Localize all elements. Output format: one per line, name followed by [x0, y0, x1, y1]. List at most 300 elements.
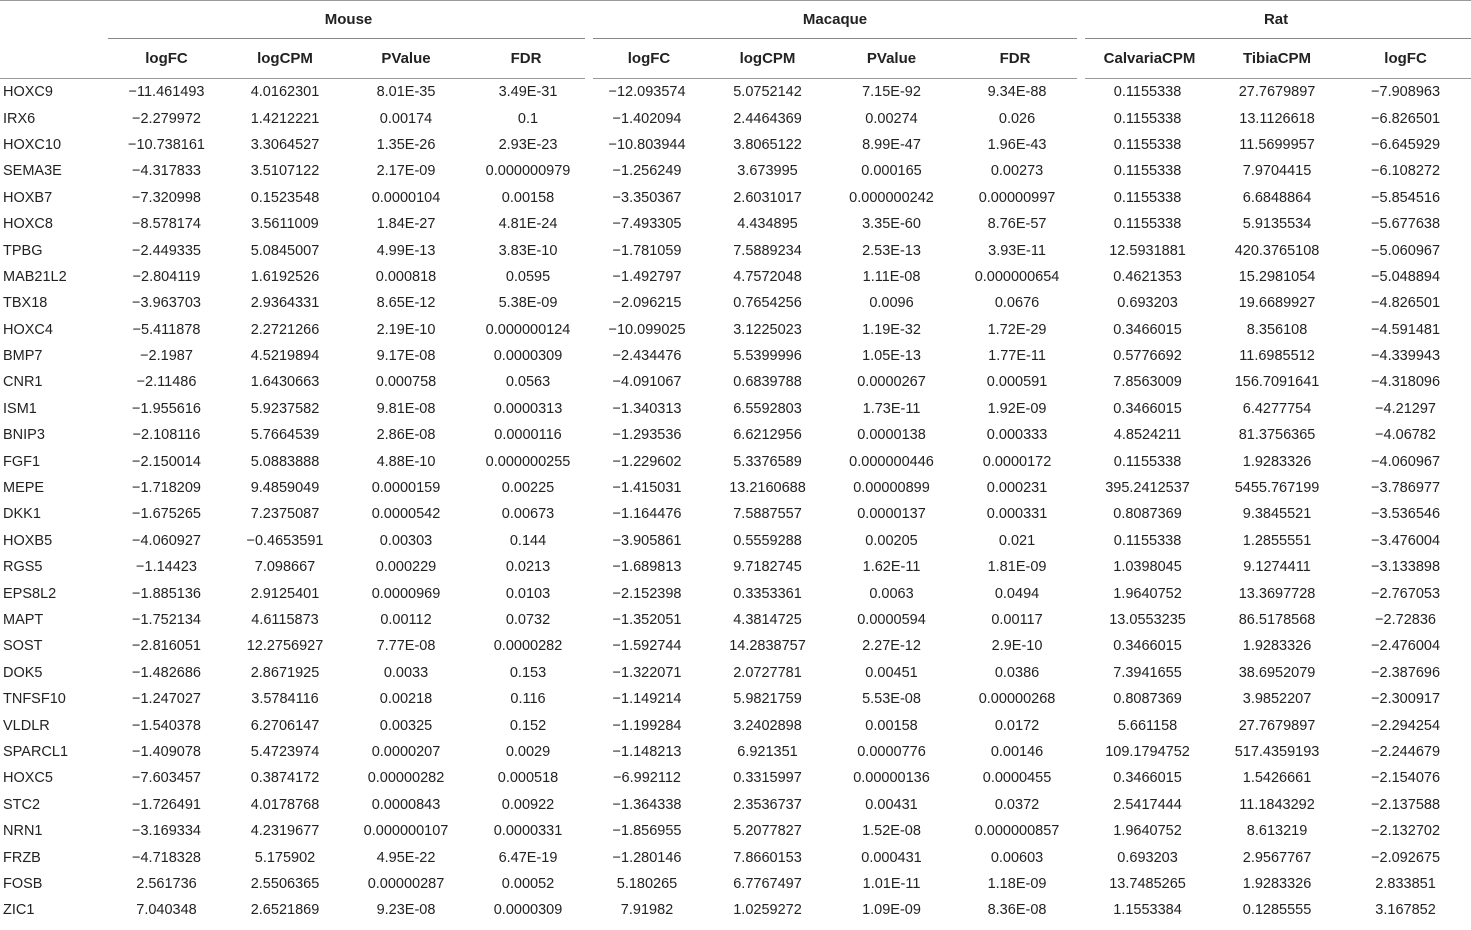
value-cell: −2.72836: [1375, 612, 1436, 628]
value-cell: 15.2981054: [1238, 268, 1316, 285]
value-cell: 5.9237582: [250, 400, 320, 417]
value-cell: 0.0213: [505, 559, 551, 576]
value-cell: −1.752134: [132, 612, 201, 628]
value-cell: 7.3941655: [1113, 664, 1182, 681]
value-cell: 0.00225: [501, 480, 555, 497]
table-row: [0, 712, 1471, 738]
value-cell: 5.9135534: [1242, 216, 1312, 233]
value-cell: 3.9852207: [1242, 691, 1312, 708]
value-cell: 0.6839788: [733, 374, 802, 391]
value-cell: 6.4277754: [1242, 400, 1312, 417]
value-cell: 1.0398045: [1113, 559, 1182, 576]
value-cell: 3.49E-31: [498, 84, 558, 101]
table-row: [0, 79, 1471, 106]
value-cell: 5.180265: [616, 875, 678, 892]
value-cell: 1.19E-32: [862, 321, 921, 338]
gene-name-cell: TPBG: [3, 242, 43, 259]
value-cell: 1.9283326: [1242, 638, 1312, 655]
value-cell: 6.7767497: [733, 875, 802, 892]
value-cell: 0.00117: [991, 612, 1043, 628]
value-cell: 0.0000116: [494, 427, 562, 444]
value-cell: 6.6848864: [1242, 189, 1312, 206]
value-cell: −2.108116: [132, 427, 201, 444]
table-row: [0, 580, 1471, 606]
group-header-rat: Rat: [1081, 1, 1471, 39]
value-cell: 0.000591: [986, 374, 1048, 391]
table-row: [0, 369, 1471, 395]
value-cell: 0.00673: [501, 506, 555, 523]
value-cell: 0.0000776: [857, 743, 926, 760]
table-row: [0, 237, 1471, 263]
value-cell: −4.060967: [1371, 453, 1441, 470]
value-cell: 1.4212221: [250, 110, 320, 127]
value-cell: −1.885136: [132, 585, 201, 602]
value-cell: 2.5417444: [1113, 796, 1182, 813]
value-cell: 0.0676: [994, 295, 1040, 312]
value-cell: −6.992112: [613, 770, 681, 787]
value-cell: 3.167852: [1375, 902, 1436, 919]
value-cell: −2.300917: [1371, 691, 1441, 708]
value-cell: −2.152398: [612, 585, 682, 602]
value-cell: −1.409078: [132, 743, 201, 760]
value-cell: 0.0000282: [493, 638, 563, 655]
value-cell: 2.9125401: [250, 585, 320, 602]
gene-name-cell: NRN1: [3, 823, 43, 840]
value-cell: 0.00274: [865, 110, 918, 127]
value-cell: 1.77E-11: [988, 348, 1046, 365]
value-cell: 156.7091641: [1234, 374, 1320, 391]
value-cell: 0.7654256: [733, 295, 802, 312]
value-cell: −2.767053: [1371, 585, 1441, 602]
value-cell: −1.955616: [132, 400, 201, 417]
group-header-mouse: Mouse: [108, 1, 589, 39]
value-cell: 0.1155338: [1113, 163, 1182, 180]
value-cell: 0.0172: [994, 717, 1040, 734]
column-header-rat-logfc: logFC: [1340, 39, 1471, 79]
gene-name-cell: IRX6: [3, 110, 36, 127]
table-row: [0, 185, 1471, 211]
table-row: [0, 897, 1471, 923]
value-cell: 27.7679897: [1238, 84, 1316, 101]
value-cell: 0.00325: [379, 717, 433, 734]
value-cell: 2.27E-12: [862, 638, 921, 655]
column-header-macaque-logfc: logFC: [589, 39, 705, 79]
value-cell: 4.5219894: [250, 348, 320, 365]
value-cell: 2.53E-13: [862, 242, 921, 259]
value-cell: 13.2160688: [729, 480, 806, 497]
value-cell: −5.060967: [1371, 242, 1441, 259]
value-cell: 0.0000309: [493, 348, 563, 365]
table-row: [0, 871, 1471, 897]
value-cell: 0.5559288: [733, 532, 802, 549]
value-cell: −1.781059: [612, 242, 682, 259]
value-cell: 3.1225023: [733, 321, 802, 338]
value-cell: −12.093574: [608, 84, 686, 101]
value-cell: 8.36E-08: [987, 902, 1047, 919]
value-cell: −3.536546: [1371, 506, 1441, 523]
gene-name-cell: EPS8L2: [3, 585, 57, 602]
value-cell: −2.449335: [132, 242, 201, 259]
value-cell: 4.0162301: [250, 84, 320, 101]
value-cell: 0.00174: [379, 110, 433, 127]
value-cell: 13.7485265: [1109, 875, 1186, 892]
value-cell: 3.93E-11: [988, 242, 1046, 259]
gene-name-cell: CNR1: [3, 374, 43, 391]
value-cell: 0.026: [998, 110, 1036, 127]
value-cell: 5.661158: [1117, 717, 1178, 734]
value-cell: 13.0553235: [1109, 612, 1186, 628]
table-row: [0, 607, 1471, 633]
gene-name-cell: HOXC5: [3, 770, 53, 787]
value-cell: 7.15E-92: [862, 84, 921, 101]
table-header: [0, 1, 1471, 79]
value-cell: 8.65E-12: [376, 295, 436, 312]
value-cell: 0.1: [517, 110, 539, 127]
value-cell: 0.000000446: [849, 453, 934, 470]
value-cell: −6.826501: [1371, 110, 1441, 127]
value-cell: 1.35E-26: [376, 136, 436, 153]
value-cell: 1.0259272: [733, 902, 802, 919]
value-cell: −4.318096: [1371, 374, 1441, 391]
value-cell: 1.6192526: [250, 268, 320, 285]
table-row: [0, 211, 1471, 237]
gene-name-cell: TBX18: [3, 295, 48, 312]
value-cell: −2.434476: [612, 348, 682, 365]
value-cell: 0.00000997: [978, 189, 1056, 206]
value-cell: 5.0845007: [250, 242, 320, 259]
value-cell: 0.3466015: [1113, 321, 1182, 338]
value-cell: −6.108272: [1371, 163, 1441, 180]
value-cell: 8.613219: [1246, 823, 1308, 840]
value-cell: 7.77E-08: [376, 638, 436, 655]
gene-name-cell: SPARCL1: [3, 743, 69, 760]
value-cell: 0.00603: [990, 849, 1044, 866]
value-cell: −1.592744: [612, 638, 682, 655]
value-cell: 0.0063: [869, 585, 914, 602]
value-cell: −1.726491: [132, 796, 201, 813]
value-cell: 0.8087369: [1113, 691, 1182, 708]
value-cell: 0.0000843: [371, 796, 441, 813]
value-cell: 0.0029: [505, 743, 551, 760]
gene-name-cell: FOSB: [3, 875, 43, 892]
value-cell: 5455.767199: [1234, 480, 1320, 497]
value-cell: 0.5776692: [1113, 348, 1182, 365]
value-cell: 3.5107122: [250, 163, 320, 180]
value-cell: 1.2855551: [1242, 532, 1312, 549]
value-cell: 0.1285555: [1242, 902, 1312, 919]
value-cell: −4.718328: [132, 849, 201, 866]
value-cell: −2.092675: [1371, 849, 1441, 866]
column-header-mouse-pvalue: PValue: [345, 39, 467, 79]
value-cell: 0.000231: [986, 480, 1048, 497]
value-cell: −1.675265: [132, 506, 201, 523]
value-cell: 12.2756927: [246, 638, 324, 655]
gene-name-cell: HOXC4: [3, 321, 53, 338]
column-header-row: [0, 39, 1471, 79]
value-cell: 0.0595: [505, 268, 551, 285]
table-row: [0, 501, 1471, 527]
column-header-macaque-logcpm: logCPM: [705, 39, 830, 79]
value-cell: 0.00158: [501, 189, 555, 206]
value-cell: −2.137588: [1371, 796, 1441, 813]
gene-name-cell: MEPE: [3, 480, 45, 497]
value-cell: 13.1126618: [1239, 110, 1315, 127]
value-cell: 0.0563: [505, 374, 551, 391]
value-cell: 0.0000267: [857, 374, 926, 391]
value-cell: 0.00146: [990, 743, 1044, 760]
value-cell: 81.3756365: [1238, 427, 1316, 444]
value-cell: 3.3064527: [250, 136, 320, 153]
value-cell: 14.2838757: [729, 638, 806, 655]
table-row: [0, 132, 1471, 158]
column-header-mouse-logfc: logFC: [108, 39, 225, 79]
value-cell: −3.133898: [1371, 559, 1441, 576]
value-cell: 1.92E-09: [987, 400, 1047, 417]
value-cell: −3.963703: [132, 295, 201, 312]
value-cell: 4.3814725: [733, 612, 802, 628]
value-cell: −2.1987: [140, 348, 193, 365]
value-cell: −1.415031: [612, 480, 682, 497]
table-row: [0, 343, 1471, 369]
value-cell: 9.17E-08: [376, 348, 436, 365]
value-cell: 6.921351: [737, 743, 798, 760]
value-cell: 0.3874172: [250, 770, 320, 787]
value-cell: 2.9567767: [1242, 849, 1312, 866]
value-cell: −5.854516: [1371, 189, 1441, 206]
value-cell: 1.96E-43: [987, 136, 1047, 153]
value-cell: 0.693203: [1117, 295, 1178, 312]
value-cell: 86.5178568: [1238, 612, 1316, 628]
value-cell: 5.9821759: [733, 691, 802, 708]
value-cell: 2.8671925: [250, 664, 320, 681]
gene-name-cell: HOXC10: [3, 136, 62, 153]
value-cell: 0.1155338: [1113, 110, 1182, 127]
value-cell: 8.01E-35: [376, 84, 436, 101]
value-cell: 0.000000124: [485, 321, 571, 338]
value-cell: −7.493305: [612, 216, 682, 233]
value-cell: 1.5426661: [1242, 770, 1312, 787]
value-cell: 0.000518: [497, 770, 559, 787]
value-cell: 9.23E-08: [376, 902, 436, 919]
table-row: [0, 528, 1471, 554]
value-cell: 0.00205: [865, 532, 918, 549]
value-cell: −1.856955: [612, 823, 682, 840]
value-cell: 0.000000979: [485, 163, 571, 180]
value-cell: 0.00112: [380, 612, 432, 628]
value-cell: −1.199284: [612, 717, 682, 734]
table-row: [0, 422, 1471, 448]
gene-name-cell: DOK5: [3, 664, 43, 681]
gene-name-cell: RGS5: [3, 559, 43, 576]
value-cell: 2.0727781: [733, 664, 802, 681]
value-cell: 1.52E-08: [862, 823, 921, 840]
value-cell: 1.73E-11: [862, 400, 921, 417]
value-cell: −2.294254: [1371, 717, 1441, 734]
value-cell: 1.84E-27: [376, 216, 436, 233]
value-cell: 5.2077827: [733, 823, 802, 840]
value-cell: 3.5611009: [251, 216, 319, 233]
value-cell: 1.9640752: [1113, 823, 1182, 840]
value-cell: 0.0000455: [982, 770, 1052, 787]
column-header-rat-calvariacpm: CalvariaCPM: [1081, 39, 1214, 79]
value-cell: 2.833851: [1375, 875, 1436, 892]
value-cell: 0.00000287: [367, 875, 445, 892]
column-header-rat-tibiacpm: TibiaCPM: [1214, 39, 1340, 79]
value-cell: 0.000758: [375, 374, 437, 391]
value-cell: −2.476004: [1371, 638, 1441, 655]
value-cell: 0.021: [998, 532, 1036, 549]
value-cell: 11.1843292: [1239, 796, 1315, 813]
value-cell: 7.5887557: [733, 506, 802, 523]
value-cell: 4.8524211: [1113, 427, 1182, 444]
value-cell: 2.561736: [136, 875, 197, 892]
value-cell: 8.99E-47: [862, 136, 921, 153]
gene-name-cell: TNFSF10: [3, 691, 66, 708]
value-cell: 3.5784116: [251, 691, 319, 708]
value-cell: 0.1155338: [1113, 216, 1182, 233]
value-cell: −2.816051: [132, 638, 201, 655]
column-header-macaque-pvalue: PValue: [830, 39, 953, 79]
value-cell: 109.1794752: [1105, 743, 1190, 760]
table-row: [0, 264, 1471, 290]
value-cell: 1.05E-13: [862, 348, 921, 365]
value-cell: 27.7679897: [1238, 717, 1316, 734]
value-cell: 1.62E-11: [862, 559, 921, 576]
value-cell: 0.000229: [375, 559, 437, 576]
value-cell: 11.5699957: [1239, 136, 1315, 153]
value-cell: 2.17E-09: [376, 163, 436, 180]
value-cell: 5.5399996: [733, 348, 802, 365]
column-header-mouse-logcpm: logCPM: [225, 39, 345, 79]
value-cell: −1.352051: [612, 612, 682, 628]
table-row: [0, 739, 1471, 765]
species-header-row: [0, 1, 1471, 39]
table-row: [0, 844, 1471, 870]
value-cell: 420.3765108: [1234, 242, 1320, 259]
value-cell: −2.387696: [1371, 664, 1441, 681]
value-cell: 4.88E-10: [376, 453, 436, 470]
value-cell: 0.0494: [994, 585, 1040, 602]
value-cell: −2.154076: [1371, 770, 1441, 787]
value-cell: 1.72E-29: [987, 321, 1047, 338]
value-cell: −1.340313: [612, 400, 682, 417]
value-cell: −0.4653591: [246, 532, 324, 549]
value-cell: 0.693203: [1117, 849, 1178, 866]
gene-name-cell: ZIC1: [3, 902, 35, 919]
value-cell: 4.81E-24: [498, 216, 558, 233]
value-cell: 0.0000331: [493, 823, 563, 840]
value-cell: 7.9704415: [1242, 163, 1312, 180]
gene-name-cell: DKK1: [3, 506, 41, 523]
value-cell: 0.000000255: [485, 453, 571, 470]
value-cell: 7.2375087: [250, 506, 320, 523]
value-cell: 0.000000654: [974, 268, 1060, 285]
value-cell: −2.244679: [1371, 743, 1441, 760]
value-cell: −1.364338: [612, 796, 682, 813]
value-cell: −1.229602: [612, 453, 682, 470]
value-cell: −4.591481: [1371, 321, 1441, 338]
value-cell: 0.1523548: [250, 189, 320, 206]
value-cell: −3.350367: [612, 189, 682, 206]
gene-name-cell: STC2: [3, 796, 41, 813]
value-cell: 7.040348: [136, 902, 197, 919]
value-cell: −1.718209: [132, 480, 201, 497]
value-cell: 38.6952079: [1238, 664, 1316, 681]
value-cell: 0.0732: [505, 612, 551, 628]
value-cell: 0.00052: [501, 875, 555, 892]
value-cell: 4.2319677: [250, 823, 320, 840]
value-cell: −5.411878: [132, 321, 201, 338]
value-cell: 517.4359193: [1234, 743, 1320, 760]
value-cell: −3.786977: [1371, 480, 1441, 497]
value-cell: 9.3845521: [1242, 506, 1312, 523]
value-cell: 0.1155338: [1113, 136, 1182, 153]
value-cell: 6.6212956: [733, 427, 802, 444]
table-row: [0, 290, 1471, 316]
value-cell: −3.169334: [132, 823, 201, 840]
value-cell: 1.18E-09: [987, 875, 1047, 892]
value-cell: −7.603457: [132, 770, 201, 787]
value-cell: 13.3697728: [1238, 585, 1316, 602]
gene-name-cell: HOXC9: [3, 84, 53, 101]
value-cell: 0.1155338: [1113, 453, 1182, 470]
value-cell: −5.048894: [1371, 268, 1441, 285]
value-cell: 2.5506365: [250, 875, 320, 892]
value-cell: 9.81E-08: [376, 400, 436, 417]
table-row: [0, 765, 1471, 791]
value-cell: −1.540378: [132, 717, 201, 734]
value-cell: 4.0178768: [250, 796, 320, 813]
value-cell: 0.000165: [861, 163, 922, 180]
value-cell: 5.0883888: [250, 453, 320, 470]
value-cell: −4.826501: [1371, 295, 1441, 312]
value-cell: 0.00000282: [367, 770, 445, 787]
value-cell: 1.6430663: [250, 374, 320, 391]
value-cell: 0.8087369: [1113, 506, 1182, 523]
value-cell: 0.0372: [994, 796, 1040, 813]
value-cell: 4.434895: [737, 216, 798, 233]
value-cell: 2.9364331: [250, 295, 320, 312]
value-cell: 0.0000309: [493, 902, 563, 919]
value-cell: 0.00000136: [853, 770, 930, 787]
value-cell: 0.00158: [865, 717, 918, 734]
value-cell: 0.00451: [865, 664, 918, 681]
value-cell: −2.132702: [1371, 823, 1441, 840]
value-cell: 9.4859049: [250, 480, 320, 497]
value-cell: 7.91982: [620, 902, 674, 919]
value-cell: 0.0096: [869, 295, 914, 312]
value-cell: 12.5931881: [1109, 242, 1186, 259]
value-cell: −7.908963: [1371, 84, 1441, 101]
value-cell: −5.677638: [1371, 216, 1441, 233]
gene-name-cell: FRZB: [3, 849, 41, 866]
value-cell: 0.1155338: [1113, 189, 1182, 206]
value-cell: 0.0000172: [982, 453, 1052, 470]
value-cell: 0.152: [509, 717, 547, 734]
value-cell: 0.00273: [990, 163, 1044, 180]
table-row: [0, 158, 1471, 184]
value-cell: 2.2721266: [250, 321, 320, 338]
value-cell: 5.53E-08: [862, 691, 921, 708]
value-cell: 0.00303: [379, 532, 433, 549]
value-cell: −4.339943: [1371, 348, 1441, 365]
value-cell: 6.5592803: [733, 400, 802, 417]
table-row: [0, 818, 1471, 844]
value-cell: −1.322071: [612, 664, 682, 681]
value-cell: 3.8065122: [733, 136, 802, 153]
table-body: [0, 79, 1471, 924]
value-cell: 0.000000242: [849, 189, 934, 206]
